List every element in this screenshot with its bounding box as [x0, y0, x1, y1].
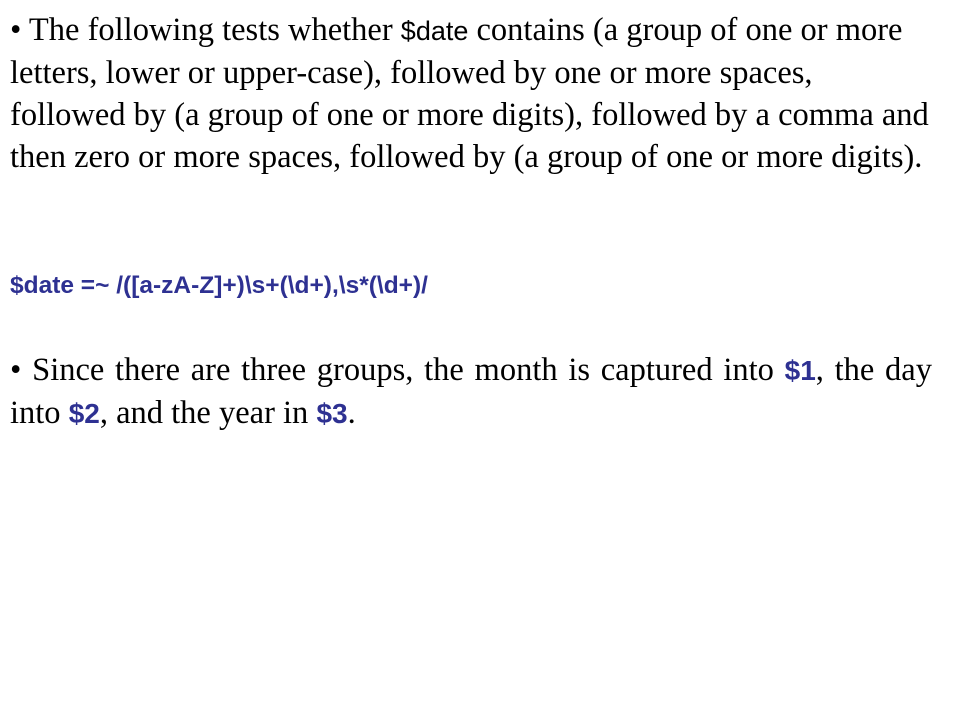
date-variable: $date [400, 16, 469, 46]
paragraph1-text-before: The following tests whether [21, 12, 401, 48]
explanation-paragraph [10, 9, 932, 178]
capture-variable-2: $2 [68, 398, 100, 429]
regex-code-line: $date =~ /([a-zA-Z]+)\s+(\d+),\s*(\d+)/ [10, 272, 428, 299]
capture-variable-3: $3 [316, 398, 348, 429]
bullet: • [10, 352, 22, 388]
paragraph2-text-2: , the day into [10, 352, 932, 431]
groups-paragraph [10, 349, 932, 435]
paragraph2-text-4: . [347, 395, 356, 431]
paragraph2-text-1: Since there are three groups, the month is captured into [21, 352, 785, 388]
bullet: • [10, 12, 22, 48]
paragraph1-text-after: contains (a group of one or more letters, lower or upper-case), followed by one or more spaces, followed by (a group of one or more digits), followed by a comma and then zero or more spaces, followed by (a group of one or more digits). [10, 12, 929, 175]
capture-variable-1: $1 [784, 355, 816, 386]
paragraph2-text-3: , and the year in [99, 395, 317, 431]
